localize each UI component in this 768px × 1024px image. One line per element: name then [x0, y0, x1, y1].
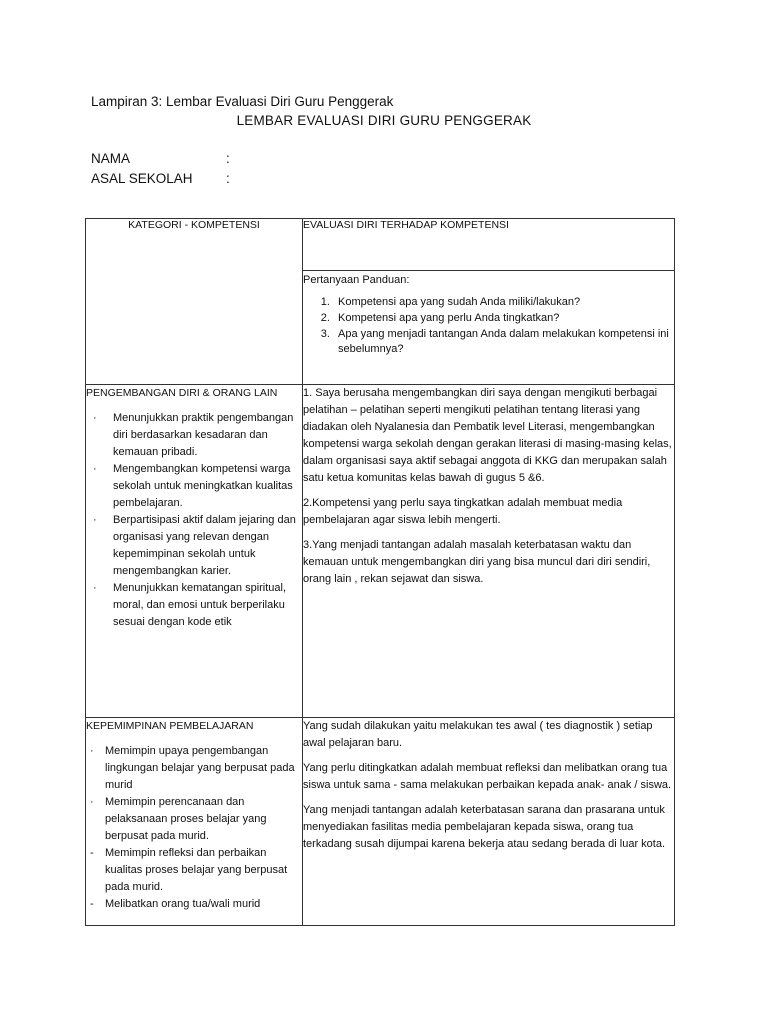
list-item: [86, 580, 302, 631]
bullet: ·: [93, 514, 97, 526]
school-field: [91, 171, 230, 186]
list-item: [86, 512, 302, 580]
appendix-label: Lampiran 3: Lembar Evaluasi Diri Guru Penggerak: [91, 94, 394, 109]
list-item: [86, 410, 302, 461]
guide-question: 3. Apa yang menjadi tantangan Anda dalam melakukan kompetensi ini sebelumnya?: [333, 327, 674, 357]
bullet: ·: [90, 796, 94, 808]
list-item: [86, 896, 302, 913]
evaluation-answer: 2.Kompetensi yang perlu saya tingkatkan adalah membuat media pembelajaran agar siswa lebih mengerti.: [303, 497, 623, 526]
category-cell: [86, 718, 303, 926]
list-item: [86, 461, 302, 512]
bullet: ·: [93, 582, 97, 594]
evaluation-answer: 1. Saya berusaha mengembangkan diri saya dengan mengikuti berbagai pelatihan – pelatihan seperti mengikuti pelatihan tentang literasi yang diadakan oleh Nyalanesia dan Pembatik level Literasi, mengembangkan kompetensi warga sekolah dengan gerakan literasi di masing-masing kelas, dalam organisasi saya aktif sebagai anggota di KKG dan merupakan salah satu ketua komunitas kelas bawah di gugus 5 &6.: [303, 387, 672, 484]
competency-list: [86, 743, 302, 913]
competency-text: Memimpin perencanaan dan pelaksanaan proses belajar yang berpusat pada murid.: [105, 796, 267, 842]
competency-text: Memimpin upaya pengembangan lingkungan belajar yang berpusat pada murid: [105, 745, 295, 791]
guide-question: 2. Kompetensi apa yang perlu Anda tingkatkan?: [333, 311, 674, 326]
evaluation-cell: [303, 718, 675, 926]
evaluation-answer: Yang sudah dilakukan yaitu melakukan tes awal ( tes diagnostik ) setiap awal pelajaran baru.: [303, 720, 653, 749]
bullet: ·: [93, 463, 97, 475]
evaluation-answer: Yang perlu ditingkatkan adalah membuat refleksi dan melibatkan orang tua siswa untuk sama - sama melakukan perbaikan kepada anak- anak / siswa.: [303, 762, 672, 791]
header-category: [86, 219, 303, 385]
guide-title: Pertanyaan Panduan:: [303, 274, 410, 286]
competency-text: Menunjukkan kematangan spiritual, moral, dan emosi untuk berperilaku sesuai dengan kode etik: [113, 582, 287, 628]
table-row: [86, 718, 675, 926]
competency-text: Berpartisipasi aktif dalam jejaring dan organisasi yang relevan dengan kepemimpinan sekolah untuk mengembangkan karier.: [113, 514, 296, 577]
document-title: LEMBAR EVALUASI DIRI GURU PENGGERAK: [236, 113, 532, 128]
list-item: [86, 794, 302, 845]
guide-question-list: [303, 295, 674, 357]
category-title: KEPEMIMPINAN PEMBELAJARAN: [86, 720, 254, 732]
table-header-row: [86, 219, 675, 271]
name-colon: :: [226, 151, 230, 166]
bullet: ·: [93, 412, 97, 424]
competency-text: Melibatkan orang tua/wali murid: [105, 898, 261, 910]
header-category-label: KATEGORI - KOMPETENSI: [128, 219, 260, 231]
bullet: -: [90, 898, 94, 910]
header-evaluation-label: EVALUASI DIRI TERHADAP KOMPETENSI: [303, 219, 509, 231]
school-label: ASAL SEKOLAH: [91, 171, 193, 186]
name-label: NAMA: [91, 151, 131, 166]
category-cell: [86, 385, 303, 718]
guide-questions: [303, 271, 675, 385]
school-colon: :: [226, 171, 230, 186]
table-row: [86, 385, 675, 718]
competency-text: Mengembangkan kompetensi warga sekolah untuk meningkatkan kualitas pembelajaran.: [113, 463, 293, 509]
guide-question: 1. Kompetensi apa yang sudah Anda miliki/lakukan?: [333, 295, 674, 310]
evaluation-answer: 3.Yang menjadi tantangan adalah masalah keterbatasan waktu dan kemauan untuk mengembangkan diri yang bisa muncul dari diri sendiri, orang lain , rekan sejawat dan siswa.: [303, 539, 651, 585]
competency-text: Memimpin refleksi dan perbaikan kualitas proses belajar yang berpusat pada murid.: [105, 847, 288, 893]
evaluation-cell: [303, 385, 675, 718]
competency-list: [86, 410, 302, 631]
bullet: ·: [90, 745, 94, 757]
category-title: PENGEMBANGAN DIRI & ORANG LAIN: [86, 387, 278, 399]
bullet: -: [90, 847, 94, 859]
list-item: [86, 743, 302, 794]
evaluation-answer: Yang menjadi tantangan adalah keterbatasan sarana dan prasarana untuk menyediakan fasilitas media pembelajaran kepada siswa, orang tua terkadang susah dijumpai karena bekerja atau sedang berada di luar kota.: [303, 804, 666, 850]
header-evaluation: [303, 219, 675, 271]
competency-text: Menunjukkan praktik pengembangan diri berdasarkan kesadaran dan kemauan pribadi.: [113, 412, 294, 458]
evaluation-table: [85, 218, 675, 926]
list-item: [86, 845, 302, 896]
name-field: [91, 151, 230, 166]
